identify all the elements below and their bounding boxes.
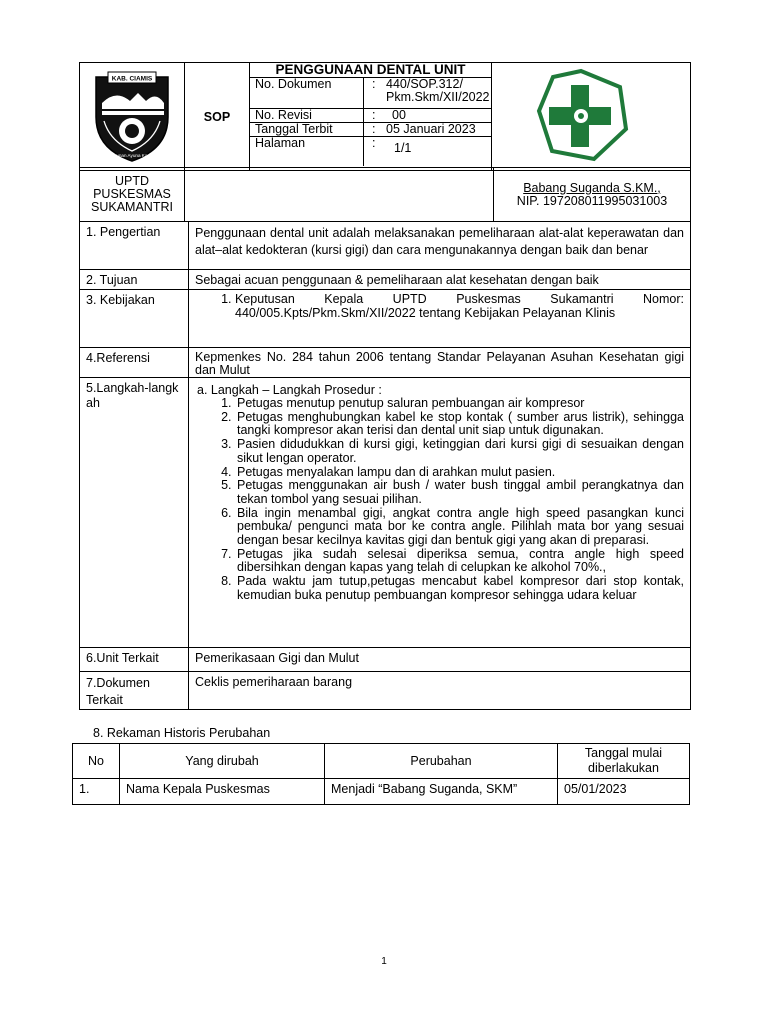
meta-row-no-dokumen <box>250 78 491 108</box>
unit-cell <box>80 168 185 222</box>
signer-nip: NIP. 197208011995031003 <box>516 193 668 208</box>
row-dokumen-terkait <box>80 672 691 710</box>
history-table <box>72 743 690 805</box>
unit-line: SUKAMANTRI <box>91 200 173 214</box>
meta-value: 00 <box>380 108 491 122</box>
row-referensi <box>80 348 691 378</box>
history-column-header: Perubahan <box>325 744 558 779</box>
meta-key: No. Revisi <box>250 108 364 122</box>
section-content <box>189 290 691 348</box>
row-unit <box>80 168 691 222</box>
history-cell: 05/01/2023 <box>558 779 690 805</box>
meta-key: Halaman <box>250 136 364 166</box>
list-item: 2. Petugas menghubungkan kabel ke stop kontak ( sumber arus listrik), sehingga tangki kompresor akan terisi dan dental unit siap untuk digunakan. <box>235 411 684 438</box>
meta-value <box>380 78 491 108</box>
logo-left-motto: Mahayunan Ayuna Kadatuan <box>102 153 162 158</box>
meta-key: No. Dokumen <box>250 78 364 108</box>
logo-left-text: KAB. CIAMIS <box>111 75 153 83</box>
meta-value-text: 440/SOP.312/ Pkm.Skm/XII/2022 <box>386 77 490 104</box>
meta-value <box>380 136 491 166</box>
table-row <box>73 779 690 805</box>
sop-label: SOP <box>185 63 250 171</box>
list-item: 7. Petugas jika sudah selesai diperiksa semua, contra angle high speed dibersihkan dengan kapas yang telah di celupkan ke alkohol 70%., <box>235 548 684 575</box>
kebijakan-list <box>195 293 684 320</box>
unit-line: PUSKESMAS <box>93 187 171 201</box>
history-title: 8. Rekaman Historis Perubahan <box>93 726 271 740</box>
row-pengertian <box>80 222 691 270</box>
history-cell: Menjadi “Babang Suganda, SKM” <box>325 779 558 805</box>
section-label: 4.Referensi <box>80 348 189 378</box>
section-text: Sebagai acuan penggunaan & pemeliharaan alat kesehatan dengan baik <box>189 270 691 290</box>
history-column-header: Yang dirubah <box>120 744 325 779</box>
list-item: 8. Pada waktu jam tutup,petugas mencabut kabel kompresor dari stop kontak, kemudian buka penutup pembuangan kompresor sehingga udara keluar <box>235 575 684 602</box>
history-cell: Nama Kepala Puskesmas <box>120 779 325 805</box>
row-unit-terkait <box>80 648 691 672</box>
section-label: 5.Langkah-langkah <box>80 378 189 648</box>
meta-colon: : <box>364 108 381 122</box>
list-item: 6. Bila ingin menambal gigi, angkat contra angle high speed pasangkan kunci pembuka/ pengunci mata bor ke contra angle. Pilihlah mata bor yang sesuai dengan besar kecilnya kavitas gigi dan bentuk gigi yang akan di preparasi. <box>235 507 684 548</box>
history-cell: 1. <box>73 779 120 805</box>
section-text: Ceklis pemeriharaan barang <box>189 672 691 710</box>
sop-body-table <box>79 167 691 222</box>
section-label: 3. Kebijakan <box>80 290 189 348</box>
signer-cell <box>494 168 691 222</box>
row-langkah <box>80 378 691 648</box>
history-header-row <box>73 744 690 779</box>
row-kebijakan <box>80 290 691 348</box>
sop-sections-table <box>79 221 691 710</box>
sop-header-table <box>79 62 691 171</box>
section-label: 7.Dokumen Terkait <box>80 672 189 710</box>
meta-colon: : <box>364 122 381 136</box>
puskesmas-logo <box>492 63 690 167</box>
history-column-header: Tanggal mulai diberlakukan <box>558 744 690 779</box>
empty-cell <box>185 168 494 222</box>
meta-row-tanggal-terbit <box>250 122 491 136</box>
section-content <box>189 378 691 648</box>
langkah-heading: a. Langkah – Langkah Prosedur : <box>197 383 382 397</box>
steps-list <box>195 397 684 603</box>
meta-key: Tanggal Terbit <box>250 122 364 136</box>
section-label: 2. Tujuan <box>80 270 189 290</box>
list-item: 4. Petugas menyalakan lampu dan di arahkan mulut pasien. <box>235 466 684 480</box>
section-text: Pemerikasaan Gigi dan Mulut <box>189 648 691 672</box>
kabupaten-ciamis-logo <box>80 63 184 167</box>
logo-right-cell <box>492 63 691 171</box>
document-meta-table <box>250 78 491 166</box>
history-column-header: No <box>73 744 120 779</box>
meta-colon: : <box>364 78 381 108</box>
meta-value: 05 Januari 2023 <box>380 122 491 136</box>
list-item: 1. Petugas menutup penutup saluran pembuangan air kompresor <box>235 397 684 411</box>
section-label: 6.Unit Terkait <box>80 648 189 672</box>
document-title: PENGGUNAAN DENTAL UNIT <box>250 63 492 78</box>
section-text: Kepmenkes No. 284 tahun 2006 tentang Standar Pelayanan Asuhan Kesehatan gigi dan Mulut <box>189 348 691 378</box>
meta-value-text: 1/1 <box>394 141 412 155</box>
row-tujuan <box>80 270 691 290</box>
meta-colon: : <box>372 135 376 150</box>
unit-line: UPTD <box>114 174 150 188</box>
logo-left-cell <box>80 63 185 171</box>
meta-row-halaman <box>250 136 491 166</box>
list-item: 5. Petugas menggunakan air bush / water bush tinggal ambil perangkatnya dan tekan tombol yang sesuai pilihan. <box>235 479 684 506</box>
meta-row-no-revisi <box>250 108 491 122</box>
list-item: 3. Pasien didudukkan di kursi gigi, ketinggian dari kursi gigi di sesuaikan dengan sikut lengan operator. <box>235 438 684 465</box>
document-meta-cell <box>250 78 492 171</box>
section-text: Penggunaan dental unit adalah melaksanakan pemeliharaan alat-alat keperawatan dan alat–alat kedokteran (kursi gigi) dan cara mengunakannya dengan baik dan benar <box>189 222 691 270</box>
list-item: 1. Keputusan Kepala UPTD Puskesmas Sukamantri Nomor: 440/005.Kpts/Pkm.Skm/XII/2022 tentang Kebijakan Pelayanan Klinis <box>235 293 684 320</box>
section-label: 1. Pengertian <box>80 222 189 270</box>
signer-name: Babang Suganda S.KM., <box>523 180 661 195</box>
page-number: 1 <box>381 956 387 967</box>
